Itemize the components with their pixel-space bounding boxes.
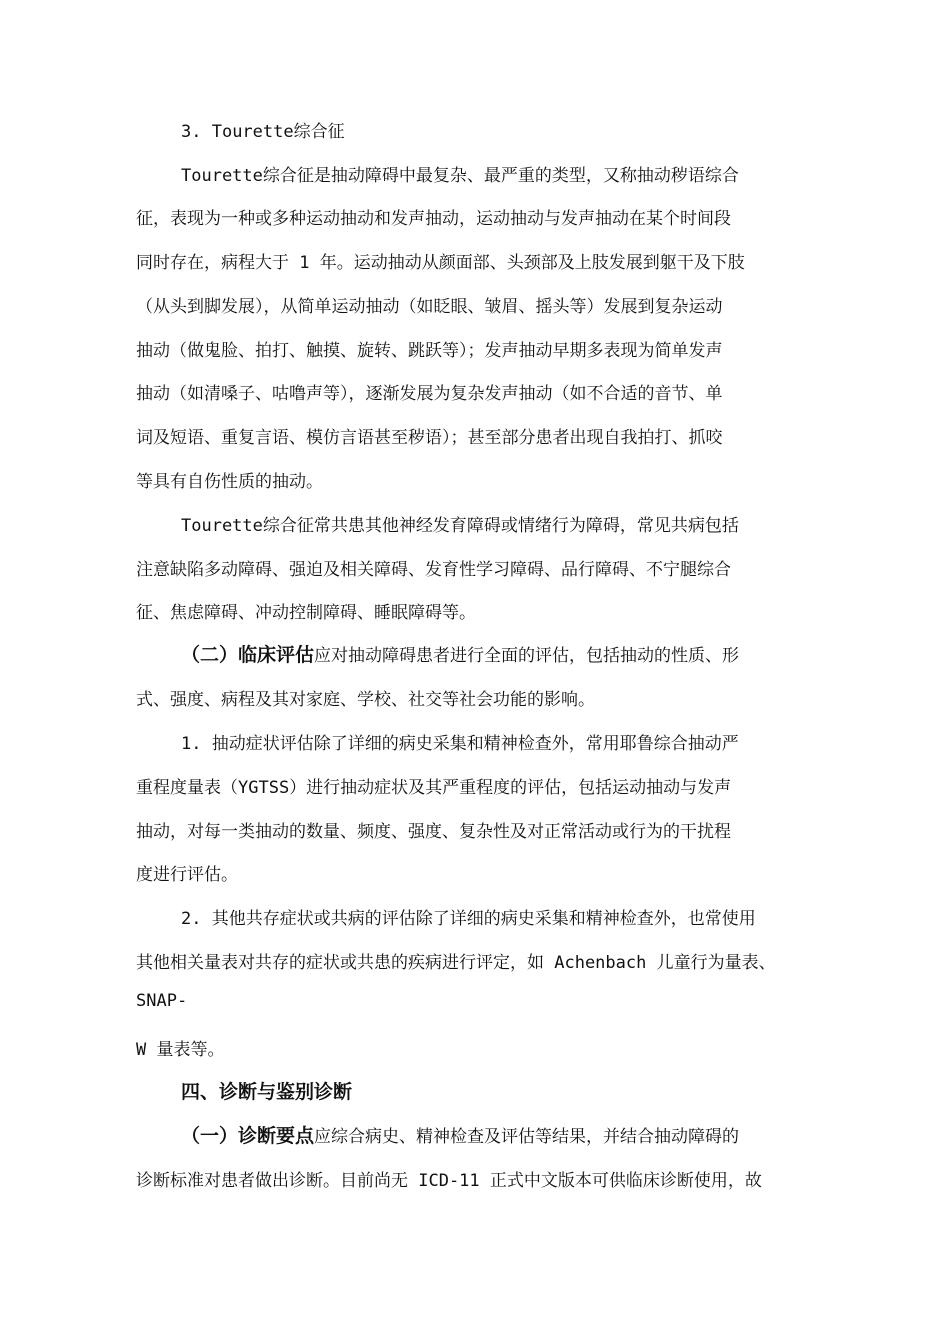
item1-line1	[181, 729, 739, 754]
item1-number: 1.	[181, 734, 212, 754]
para1-line6: 抽动（如清嗓子、咕噜声等），逐渐发展为复杂发声抽动（如不合适的音节、单	[136, 384, 723, 404]
para1-line8: 等具有自伤性质的抽动。	[136, 472, 323, 492]
para1-line7: 词及短语、重复言语、模仿言语甚至秽语）；甚至部分患者出现自我拍打、抓咬	[136, 428, 723, 448]
item2-line4-b: 量表等。	[156, 1040, 225, 1060]
section-dx-line2-a: 诊断标准对患者做出诊断。目前尚无	[136, 1171, 408, 1191]
section-dx-line1-text: 应综合病史、精神检查及评估等结果，并结合抽动障碍的	[314, 1127, 740, 1147]
para1-line1	[181, 161, 739, 186]
item2-line4	[136, 1035, 224, 1060]
item2-line2-latin: Achenbach	[544, 953, 657, 973]
para2-latin: Tourette	[181, 516, 263, 536]
section-dx-title: （一）诊断要点	[181, 1125, 315, 1147]
para2-line2: 注意缺陷多动障碍、强迫及相关障碍、发育性学习障碍、品行障碍、不宁腿综合	[136, 560, 731, 580]
para1-line3-num: 1	[289, 253, 320, 273]
item1-line3: 抽动，对每一类抽动的数量、频度、强度、复杂性及对正常活动或行为的干扰程	[136, 822, 731, 842]
para1-line4: （从头到脚发展），从简单运动抽动（如眨眼、皱眉、摇头等）发展到复杂运动	[136, 297, 723, 317]
para2-line1-text: 综合征常共患其他神经发育障碍或情绪行为障碍，常见共病包括	[262, 516, 739, 536]
para2-line1	[181, 511, 739, 536]
item1-line4: 度进行评估。	[136, 865, 238, 885]
item2-line1-text: 其他共存症状或共病的评估除了详细的病史采集和精神检查外，也常使用	[211, 909, 756, 929]
heading-number: 3.	[181, 122, 212, 142]
para1-line5: 抽动（做鬼脸、拍打、触摸、旋转、跳跃等）；发声抽动早期多表现为简单发声	[136, 341, 723, 361]
section-eval-title: （二）临床评估	[181, 644, 315, 666]
para1-line3-a: 同时存在，病程大于	[136, 253, 289, 273]
section-dx-line1	[181, 1121, 739, 1148]
item1-line2-code: YGTSS	[238, 778, 290, 798]
section-dx-line2-code: ICD-11	[408, 1171, 490, 1191]
section-eval-line1-text: 应对抽动障碍患者进行全面的评估，包括抽动的性质、形	[314, 646, 740, 666]
section-eval-line1	[181, 640, 739, 667]
item2-line3: SNAP-	[136, 991, 188, 1011]
item1-line1-text: 抽动症状评估除了详细的病史采集和精神检查外，常用耶鲁综合抽动严	[211, 734, 739, 754]
section4-title: 四、诊断与鉴别诊断	[181, 1081, 353, 1103]
para1-line1-text: 综合征是抽动障碍中最复杂、最严重的类型，又称抽动秽语综合	[262, 166, 739, 186]
heading-cjk: 综合征	[293, 122, 345, 142]
item2-number: 2.	[181, 909, 212, 929]
item1-line2	[136, 773, 731, 798]
section-dx-line2-b: 正式中文版本可供临床诊断使用，故	[489, 1171, 762, 1191]
item1-line2-b: ）进行抽动症状及其严重程度的评估，包括运动抽动与发声	[289, 778, 732, 798]
section-dx-line2	[136, 1166, 762, 1191]
section-eval-line2: 式、强度、病程及其对家庭、学校、社交等社会功能的影响。	[136, 690, 595, 710]
heading-tourette	[181, 117, 345, 142]
item2-line2-b: 儿童行为量表、	[656, 953, 776, 973]
item1-line2-a: 重程度量表（	[136, 778, 238, 798]
item2-line2-a: 其他相关量表对共存的症状或共患的疾病进行评定，如	[136, 953, 544, 973]
item2-line4-a: W	[136, 1040, 157, 1060]
para1-line2: 征，表现为一种或多种运动抽动和发声抽动，运动抽动与发声抽动在某个时间段	[136, 209, 731, 229]
para1-line3-b: 年。运动抽动从颜面部、头颈部及上肢发展到躯干及下肢	[319, 253, 745, 273]
item2-line1	[181, 904, 756, 929]
para2-line3: 征、焦虑障碍、冲动控制障碍、睡眠障碍等。	[136, 603, 476, 623]
para1-line3	[136, 248, 745, 273]
para1-latin: Tourette	[181, 166, 263, 186]
heading-latin: Tourette	[211, 122, 294, 142]
item2-line2	[136, 948, 776, 973]
